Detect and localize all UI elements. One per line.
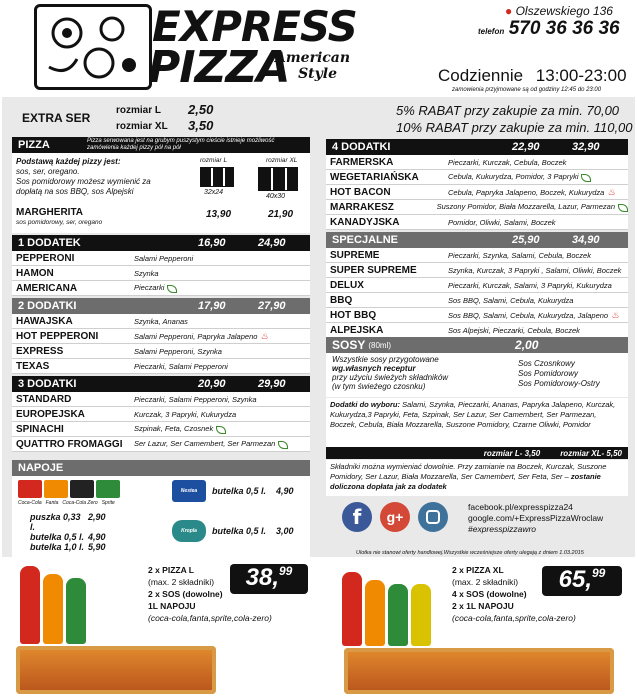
menu-item-desc-text: Pieczarki, Szynka, Salami, Cebula, Boczek [448,250,591,260]
menu-item-desc-text: Sos BBQ, Salami, Cebula, Kukurydza [448,295,574,305]
menu-item-desc [134,424,310,433]
addons-text: Salami, Szynka, Pieczarki, Ananas, Papryka Jalapeno, Kurczak, Kukurydza,3 Papryki, Feta, Szpinak, Ser Lazur, Ser Camembert, Ser Parmezan, Boczek, Cebula, Biała Mozzarella, Suszone Pomidory, Czarne Oliwki, Pomidor [330,400,616,429]
swap-note [326,460,628,496]
menu-item [326,278,628,293]
pizza-base-label: Podstawą każdej pizzy jest: [16,157,121,166]
size-l-label: rozmiar L [200,157,228,164]
menu-item-name: WEGETARIAŃSKA [330,171,419,183]
menu-item [326,185,628,200]
promo-right-l1: 2 x PIZZA XL [452,565,504,575]
sauces-price: 2,00 [515,338,539,352]
sauces-desc-4: (w tym świeżego czosnku) [332,382,426,391]
menu-item [12,314,310,329]
menu-item-desc [448,218,628,227]
section-price-l: 17,90 [198,300,226,312]
addons-label: Dodatki do wyboru: [330,400,400,409]
menu-item-name: DELUX [330,279,364,291]
section-price-l: 25,90 [512,234,540,246]
menu-item [12,392,310,407]
promo-right-price-cents: 99 [592,566,606,580]
menu-item-desc-text: Sos Alpejski, Pieczarki, Cebula, Boczek [448,325,580,335]
social [336,500,626,540]
menu-item-name: STANDARD [16,393,72,405]
left-sections [12,235,310,452]
can-row [18,480,122,498]
promo-left-l1: 2 x PIZZA L [148,565,194,575]
addons [326,398,628,454]
swap-text: Składniki można wymieniać dowolnie. Przy zamianie na Boczek, Kurczak, Suszone Pomidory, Ser Lazur, Biała Mozzarella, Ser Camembert, Ser Feta, Ser – [330,462,607,481]
section-header [12,376,310,392]
drinks-header: NAPOJE [12,460,310,476]
section-title: SPECJALNE [332,234,399,246]
addons-price-xl: rozmiar XL- 5,50 [560,448,622,458]
sauces-desc-1: Wszystkie sosy przygotowane [332,355,439,364]
menu-item [12,422,310,437]
menu-item-name: SPINACHI [16,423,64,435]
address-text: Olszewskiego 136 [515,4,613,18]
section-price-xl: 27,90 [258,300,286,312]
size-xl-dim: 40x30 [266,193,286,200]
menu-item-desc [448,172,628,181]
menu-item-name: MARRAKESZ [330,201,394,213]
chili-pepper-icon: ♨ [260,330,269,341]
menu-item [12,329,310,344]
menu-item-name: HOT BBQ [330,309,377,321]
menu-item-desc [134,254,310,263]
can-name-4: Sprite [101,500,115,506]
menu-item-desc-text: Sos BBQ, Salami, Cebula, Kukurydza, Jalapeno [448,310,609,320]
coca-cola-zero-can-icon [70,480,94,498]
sauce-list [518,359,600,389]
promo-right-pizza-icon [344,648,614,694]
water-bottle-icon: Kropla Beskidu [172,520,206,542]
promo-right-l3: 4 x SOS (dowolne) [452,589,527,599]
promo-left-l3: 2 x SOS (dowolne) [148,589,223,599]
can-sizes [30,512,106,552]
pizza-slice-icon [37,7,149,87]
menu-item-name: KANADYJSKA [330,216,400,228]
menu-item-desc [134,347,310,356]
promo-left-price-main: 38, [245,564,279,591]
margherita-desc: sos pomidorowy, ser, oregano [16,219,103,226]
sauce-item: Sos Pomidorowy [518,369,579,378]
can-size-row [30,512,106,532]
swap-bold: zostanie doliczona dopłata jak za dodatek [330,472,601,491]
menu-item [12,281,310,296]
section-price-xl: 29,90 [258,378,286,390]
hours-note: zamowienia przyjmowane są od godziny 12:45 do 23:00 [452,87,602,93]
pizza-base-note: Sos pomidorowy możesz wymienić za dopłatą na sos BBQ, sos Alpejski [16,177,151,196]
menu-item-name: TEXAS [16,360,50,372]
can-name-3: Coca-Cola Zero [62,500,98,506]
discounts [396,102,633,136]
sprite-can-icon [96,480,120,498]
promo-right-price-main: 65, [558,566,592,593]
menu-item [12,251,310,266]
promo-right-l5: (coca-cola,fanta,sprite,cola-zero) [452,613,576,623]
coca-cola-can-icon [18,480,42,498]
location-pin-icon: ● [505,4,513,18]
menu-item-desc-text: Cebula, Kukurydza, Pomidor, 3 Papryki [448,172,579,182]
section-header [12,298,310,314]
menu-item-name: SUPREME [330,249,380,261]
facebook-icon[interactable]: f [342,502,372,532]
right-column [326,137,628,338]
menu-item [12,266,310,281]
menu-item-desc [134,331,310,342]
discount-5: 5% RABAT przy zakupie za min. 70,00 [396,103,620,118]
chili-pepper-icon: ♨ [611,309,620,320]
legal-note: Ulotka nie stanowi oferty handlowej.Wszystkie wcześniejsze oferty ulegają z dniem 1.03.2015 [356,550,584,556]
promo-left-l5: (coca-cola,fanta,sprite,cola-zero) [148,613,272,623]
menu-item-desc [448,158,628,167]
menu-item-desc-text: Pieczarki, Salami Pepperoni [134,361,228,371]
pizza-header-title: PIZZA [18,139,50,151]
menu-item [326,170,628,185]
pizza-info [12,153,310,233]
social-links [468,502,603,535]
menu-item-desc-text: Ser Lazur, Ser Camembert, Ser Parmezan [134,439,276,449]
menu-item-desc-text: Pomidor, Oliwki, Salami, Boczek [448,217,556,227]
tagline [275,50,350,82]
sauces-desc-2: wg.własnych receptur [332,364,416,373]
menu-item-desc [134,439,310,448]
menu-item [326,323,628,338]
nestea-bottle-icon: Nestea [172,480,206,502]
pizza-header [12,137,310,153]
nestea-price: 4,90 [276,486,294,496]
hours-time: 13:00-23:00 [535,66,627,85]
size-xl-grid-icon [258,167,298,191]
menu-item-desc [134,362,310,371]
menu-item-desc-text: Pieczarki, Salami Pepperoni, Szynka [134,394,257,404]
margherita-price-l: 13,90 [206,209,232,220]
promo-left-price [230,564,308,594]
can-size-label: butelka 0,5 l. [30,532,85,542]
drinks-body [12,476,310,560]
menu-item-name: HAWAJSKA [16,315,73,327]
sauces-desc [332,355,448,391]
size-xl-label: rozmiar XL [266,157,298,164]
section-price-xl: 24,90 [258,237,286,249]
promo-left [0,558,318,700]
section-price-l: 20,90 [198,378,226,390]
menu-item-desc [448,326,628,335]
sauce-item: Sos Pomidorowy-Ostry [518,379,600,388]
menu-item-desc [448,310,628,321]
can-name-2: Fanta [45,500,59,506]
sauces [326,337,628,395]
menu-item [326,248,628,263]
logo [34,4,152,90]
menu-item-desc-text: Kurczak, 3 Papryki, Kukurydza [134,409,237,419]
section-price-l: 16,90 [198,237,226,249]
sauces-header [326,337,628,353]
vegetarian-leaf-icon [167,285,177,293]
menu-item-desc [437,202,628,211]
menu-item-name: HOT BACON [330,186,391,198]
section-title: 1 DODATEK [18,237,81,249]
sauce-item: Sos Czosnkowy [518,359,575,368]
menu-item-name: QUATTRO FROMAGGI [16,438,123,450]
size-l-grid-icon [200,167,234,187]
google-link[interactable]: google.com/+ExpressPizzaWroclaw [468,513,604,523]
can-size-price: 2,90 [88,512,106,522]
right-sections [326,139,628,338]
pizza-header-note: Pizza serwowana jest na grubym puszystym cieście istnieje możliwość zamówienia każdej pizzy pół na pół [87,138,275,151]
section-title: 4 DODATKI [332,141,391,153]
nestea-label: butelka 0,5 l. [212,486,267,496]
menu-item-name: BBQ [330,294,353,306]
instagram-icon[interactable] [418,502,448,532]
hours-label: Codziennie [438,66,524,85]
menu-item-desc-text: Pieczarki, Kurczak, Salami, 3 Papryki, Kukurydza [448,280,612,290]
promo-left-drinks-icon [20,566,86,644]
menu-item-name: EXPRESS [16,345,64,357]
can-size-label: puszka 0,33 l. [30,512,81,532]
google-plus-icon[interactable]: g+ [380,502,410,532]
margherita-price-xl: 21,90 [268,209,294,220]
menu-item [326,308,628,323]
extra-cheese [18,103,308,135]
margherita-name: MARGHERITA [16,207,84,218]
extra-xl-price: 3,50 [188,118,214,133]
menu-item-name: HOT PEPPERONI [16,330,99,342]
promo-left-price-cents: 99 [279,564,293,578]
menu-item-name: AMERICANA [16,282,78,294]
water-price: 3,00 [276,526,294,536]
sauces-unit: (80ml) [368,340,392,350]
menu-item-desc-text: Suszony Pomidor, Biała Mozzarella, Lazur, Parmezan [436,202,615,212]
sauces-title: SOSY [332,338,366,352]
section-header [326,139,628,155]
menu-item-desc-text: Salami Pepperoni, Szynka [134,346,222,356]
menu-item-desc [134,317,310,326]
brand-line1: EXPRESS [152,2,357,51]
extra-cheese-label: EXTRA SER [22,111,91,125]
promo-left-l2: (max. 2 składniki) [148,577,215,587]
can-name-1: Coca-Cola [18,500,42,506]
tagline-2: Style [298,66,337,82]
menu-item-desc-text: Pieczarki [134,283,165,293]
tagline-1: American [275,50,351,66]
menu-item-desc [448,187,628,198]
menu-item-desc-text: Pieczarki, Kurczak, Cebula, Boczek [448,157,567,167]
menu-item-name: HAMON [16,267,54,279]
can-size-price: 5,90 [88,542,106,552]
address [505,4,613,18]
promo-right-l4: 2 x 1L NAPOJU [452,601,514,611]
menu-item-desc-text: Szynka [134,268,159,278]
section-title: 3 DODATKI [18,378,77,390]
phone [478,18,620,40]
promo-right-l2: (max. 2 składniki) [452,577,519,587]
section-header [12,235,310,251]
section-title: 2 DODATKI [18,300,77,312]
hashtag: #expresspizzawro [468,524,537,534]
promo-left-pizza-icon [16,646,216,694]
menu-item [12,359,310,374]
sauces-desc-3: przy użyciu świeżych składników [332,373,449,382]
menu-item-desc [448,251,628,260]
promo-left-l4: 1L NAPOJU [148,601,196,611]
section-header [326,232,628,248]
menu-item [12,407,310,422]
chili-pepper-icon: ♨ [607,186,616,197]
menu-item-desc [134,410,310,419]
menu-item-name: FARMERSKA [330,156,394,168]
menu-item-desc [134,269,310,278]
vegetarian-leaf-icon [278,441,288,449]
phone-number[interactable]: 570 36 36 36 [508,18,620,39]
menu-item-name: ALPEJSKA [330,324,384,336]
vegetarian-leaf-icon [216,426,226,434]
discount-10: 10% RABAT przy zakupie za min. 110,00 [396,120,633,135]
left-column [12,137,310,452]
size-l-dim: 32x24 [204,189,224,196]
menu-item-desc [448,266,628,275]
can-names [18,500,128,506]
menu-item [12,437,310,452]
addons-price-l: rozmiar L- 3,50 [483,448,541,458]
hours [438,66,627,86]
menu-item-desc [448,281,628,290]
section-price-l: 22,90 [512,141,540,153]
pizza-base-ingredients: sos, ser, oregano. [16,167,80,176]
promo-right-price [542,566,622,596]
facebook-link[interactable]: facebook.pl/expresspizza24 [468,502,573,512]
menu-item [326,293,628,308]
menu-item [12,344,310,359]
menu-item-name: PEPPERONI [16,252,75,264]
menu-item [326,215,628,230]
menu-item-desc [134,283,310,292]
menu-item-desc-text: Salami Pepperoni, Papryka Jalapeno [134,331,258,341]
phone-label: telefon [478,27,505,36]
menu-item-desc-text: Szynka, Ananas [134,316,188,326]
menu-item-desc [448,296,628,305]
menu-item-name: SUPER SUPREME [330,264,417,276]
promo-right-drinks-icon [342,572,431,646]
can-size-row [30,532,106,542]
sauces-body [326,353,628,397]
menu-item [326,200,628,215]
can-size-price: 4,90 [88,532,106,542]
drinks [12,460,310,556]
menu-item [326,263,628,278]
extra-l-label: rozmiar L [116,105,162,116]
addons-prices [326,447,628,459]
section-price-xl: 34,90 [572,234,600,246]
brand-line2: PIZZA [148,42,290,93]
extra-xl-label: rozmiar XL [116,121,168,132]
menu-item-desc-text: Cebula, Papryka Jalapeno, Boczek, Kukurydza [448,187,605,197]
vegetarian-leaf-icon [618,204,628,212]
can-size-label: butelka 1,0 l. [30,542,85,552]
promo-right [320,558,637,700]
extra-l-price: 2,50 [188,102,214,117]
menu-item-desc [134,395,310,404]
menu-item-desc-text: Salami Pepperoni [134,253,194,263]
menu-item [326,155,628,170]
fanta-can-icon [44,480,68,498]
menu-item-desc-text: Szpinak, Feta, Czosnek [134,424,214,434]
section-price-xl: 32,90 [572,141,600,153]
water-label: butelka 0,5 l. [212,526,267,536]
can-size-row [30,542,106,552]
vegetarian-leaf-icon [581,174,591,182]
menu-item-name: EUROPEJSKA [16,408,85,420]
menu-item-desc-text: Szynka, Kurczak, 3 Papryki , Salami, Oliwki, Boczek [448,265,622,275]
